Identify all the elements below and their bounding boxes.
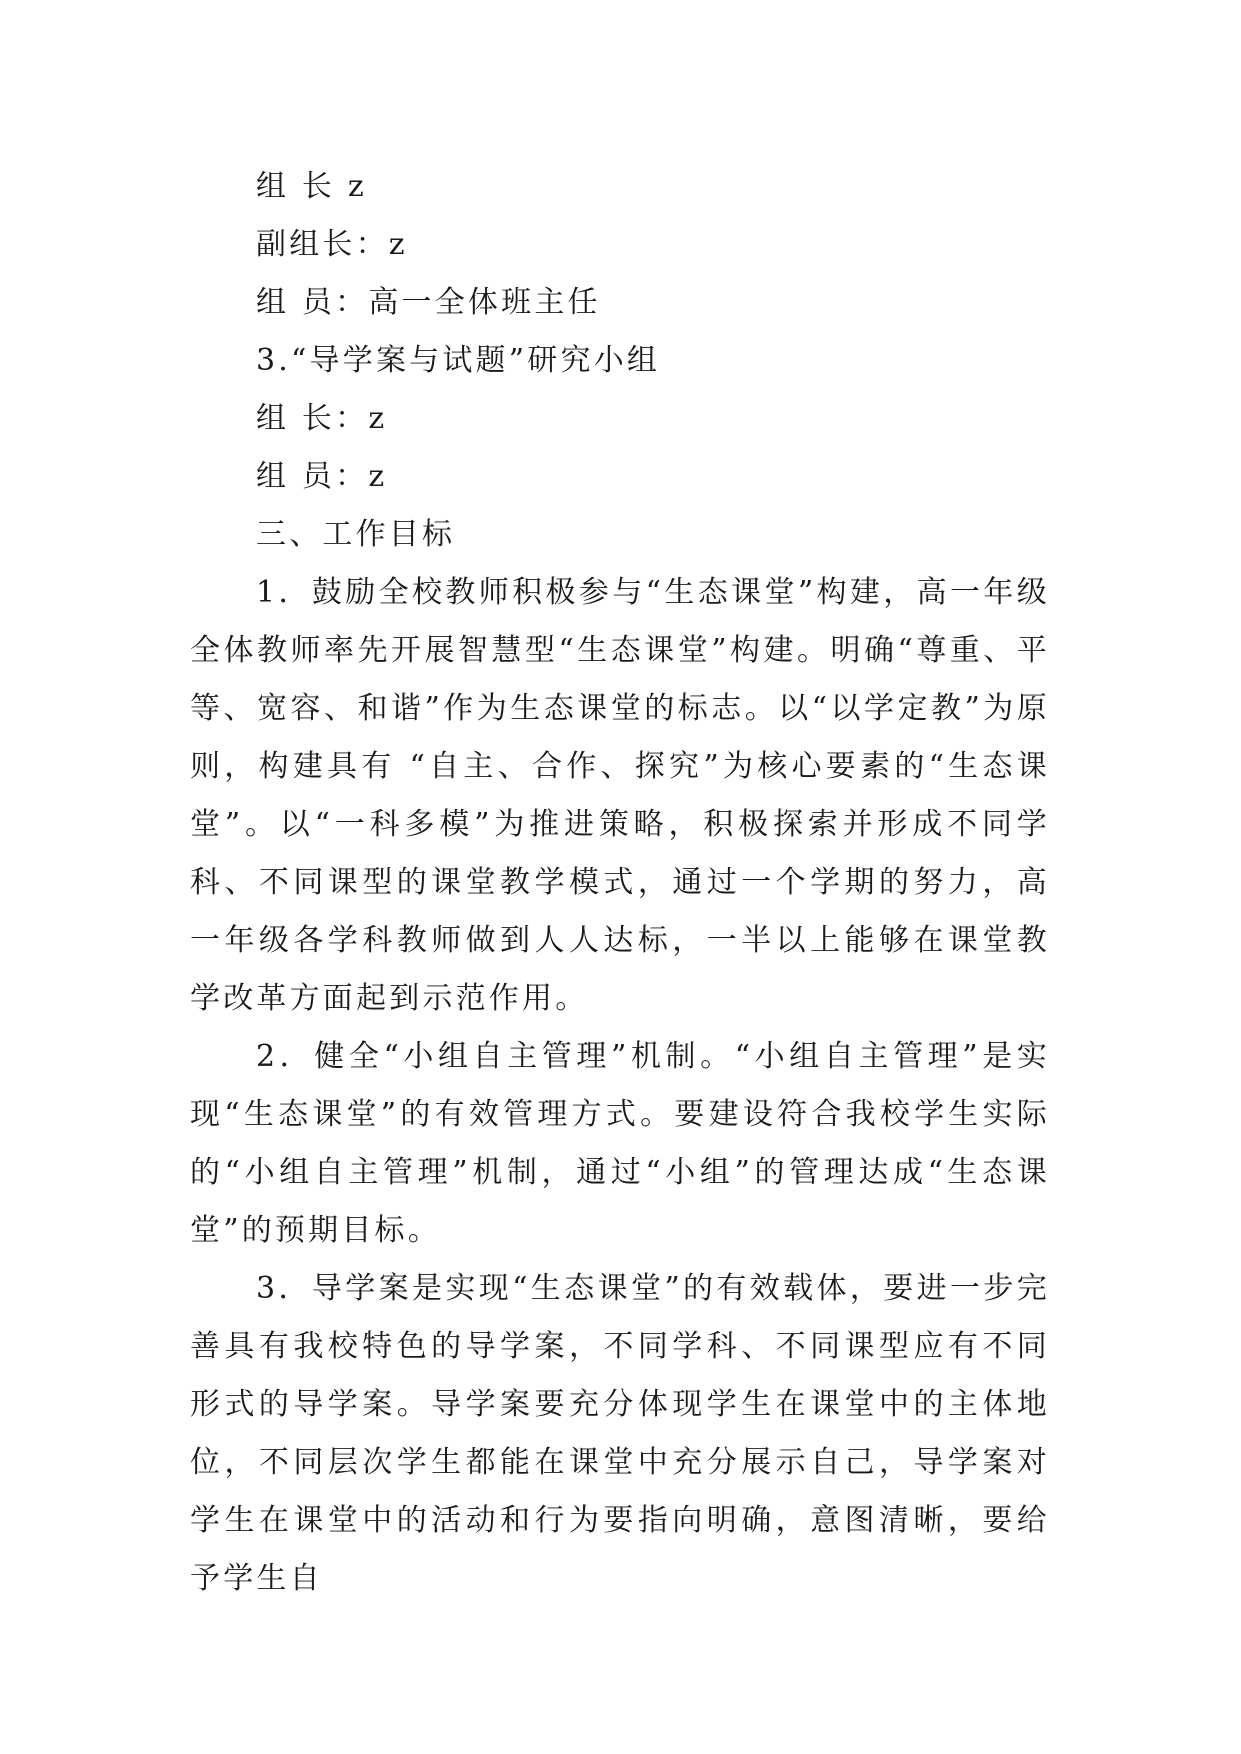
- goal-paragraph-2: 2．健全“小组自主管理”机制。“小组自主管理”是实现“生态课堂”的有效管理方式。要建设符合我校学生实际的“小组自主管理”机制，通过“小组”的管理达成“生态课堂”的预期目标。: [190, 1039, 1050, 1248]
- document-body: [190, 158, 1050, 1608]
- research-leader-line: 组 长：z: [256, 401, 388, 436]
- team-leader-line: 组 长 z: [256, 169, 367, 204]
- research-group-heading: 3.“导学案与试题”研究小组: [256, 343, 661, 378]
- deputy-leader-line: 副组长：z: [256, 227, 408, 262]
- research-members-line: 组 员：z: [256, 459, 388, 494]
- section-heading-work-goals: 三、工作目标: [256, 517, 456, 552]
- team-members-line: 组 员：高一全体班主任: [256, 285, 601, 320]
- goal-paragraph-3: 3．导学案是实现“生态课堂”的有效载体，要进一步完善具有我校特色的导学案，不同学科、不同课型应有不同形式的导学案。导学案要充分体现学生在课堂中的主体地位，不同层次学生都能在课堂中充分展示自己，导学案对学生在课堂中的活动和行为要指向明确，意图清晰，要给予学生自: [190, 1271, 1050, 1596]
- goal-paragraph-1: 1．鼓励全校教师积极参与“生态课堂”构建，高一年级全体教师率先开展智慧型“生态课堂”构建。明确“尊重、平等、宽容、和谐”作为生态课堂的标志。以“以学定教”为原则，构建具有 “自主、合作、探究”为核心要素的“生态课堂”。以“一科多模”为推进策略，积极探索并形成不同学科、不同课型的课堂教学模式，通过一个学期的努力，高一年级各学科教师做到人人达标，一半以上能够在课堂教学改革方面起到示范作用。: [190, 575, 1050, 1016]
